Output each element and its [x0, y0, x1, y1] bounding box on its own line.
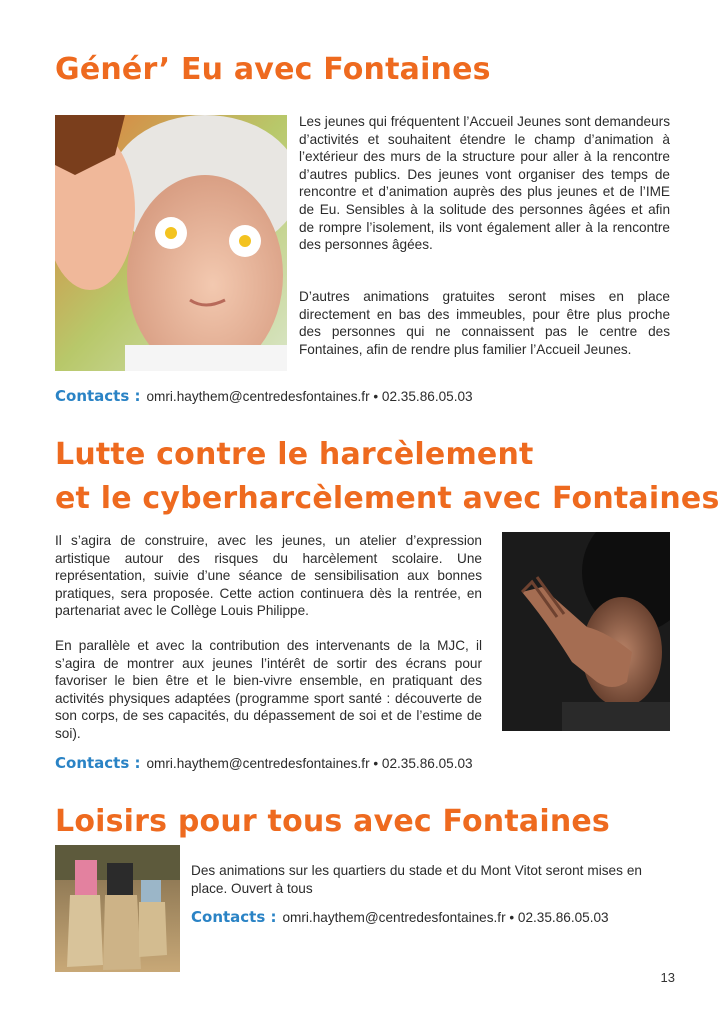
distressed-teen-photo [502, 532, 670, 731]
contact-label: Contacts : [55, 754, 141, 772]
page-number: 13 [660, 970, 675, 985]
section-1-paragraph-2: D’autres animations gratuites seront mises en place directement en bas des immeubles, pour être plus proche des personnes qui ne connaissent pas le centre des Fontaines, afin de rendre plus familier l’Accueil Jeunes. [299, 289, 670, 357]
section-3-contact [191, 907, 609, 928]
section-1-paragraph-1: Les jeunes qui fréquentent l’Accueil Jeunes sont demandeurs d’activités et souhaitent étendre le champ d’animation à l’extérieur des murs de la structure pour aller à la rencontre d’autres publics. Des jeunes vont organiser des temps de rencontre et d’animation auprès des plus jeunes et de l’IME de Eu. Sensibles à la solitude des personnes âgées et afin de rompre l’isolement, ils vont également aller à la rencontre des personnes âgées. [299, 114, 670, 253]
contact-details: omri.haythem@centredesfontaines.fr • 02.35.86.05.03 [146, 389, 473, 404]
section-2-paragraph-1: Il s’agira de construire, avec les jeunes, un atelier d’expression artistique autour des risques du harcèlement scolaire. Une représentation, suivie d’une séance de sensibilisation aux bonnes pratiques, sera proposée. Cette action continuera dès la rentrée, en partenariat avec le Collège Louis Philippe. [55, 533, 482, 619]
section-title-loisirs: Loisirs pour tous avec Fontaines [55, 804, 610, 839]
section-title-harcelement-line-2: et le cyberharcèlement avec Fontaines [55, 481, 720, 516]
section-2-contact [55, 753, 473, 774]
contact-details: omri.haythem@centredesfontaines.fr • 02.35.86.05.03 [282, 910, 609, 925]
sack-race-photo [55, 845, 180, 972]
grandmother-child-daisies-photo [55, 115, 287, 371]
contact-label: Contacts : [55, 387, 141, 405]
section-2-paragraph-2: En parallèle et avec la contribution des intervenants de la MJC, il s’agira de montrer aux jeunes l’intérêt de sortir des écrans pour favoriser le bien être et le bien-vivre ensemble, en pratiquant des activités physiques adaptées (programme sport santé : découverte de son corps, de ses capacités, du dépassement de soi et de l’estime de soi). [55, 638, 482, 741]
section-title-gener-eu: Génér’ Eu avec Fontaines [55, 52, 491, 87]
section-1-contact [55, 386, 473, 407]
contact-label: Contacts : [191, 908, 277, 926]
section-title-harcelement-line-1: Lutte contre le harcèlement [55, 437, 534, 472]
contact-details: omri.haythem@centredesfontaines.fr • 02.35.86.05.03 [146, 756, 473, 771]
section-3-paragraph-1: Des animations sur les quartiers du stade et du Mont Vitot seront mises en place. Ouvert à tous [191, 863, 642, 896]
